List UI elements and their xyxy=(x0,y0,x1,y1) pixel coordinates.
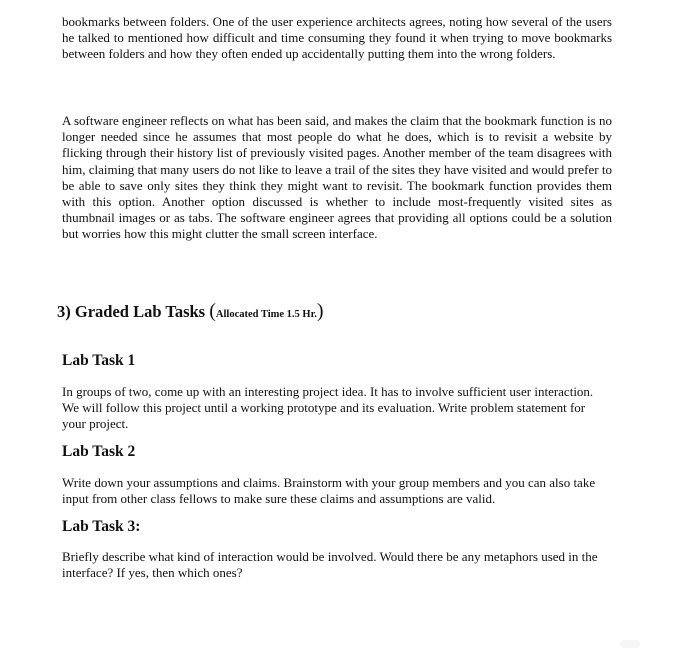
close-paren: ) xyxy=(316,300,324,322)
lab-task-3-title: Lab Task 3: xyxy=(62,518,141,535)
section-heading-graded-lab-tasks xyxy=(57,300,324,323)
scan-artifact xyxy=(620,640,640,648)
allocated-time: Allocated Time 1.5 Hr. xyxy=(215,309,317,320)
open-paren: ( xyxy=(209,300,216,322)
paragraph-software-engineer: A software engineer reflects on what has been said, and makes the claim that the bookmark function is no longer needed since he assumes that most people do what he does, which is to revisit a website by flicking through their history list of previously visited pages. Another member of the team disagrees with him, claiming that many users do not like to leave a trail of the sites they have visited and would prefer to be able to save only sites they think they might want to revisit. The bookmark function provides them with this option. Another option discussed is whether to include most-frequently visited sites as thumbnail images or as tabs. The software engineer agrees that providing all options could be a solution but worries how this might clutter the small screen interface. xyxy=(62,113,612,242)
lab-task-2-text: Write down your assumptions and claims. Brainstorm with your group members and you can also take input from other class fellows to make sure these claims and assumptions are valid. xyxy=(62,475,596,507)
lab-task-2-title: Lab Task 2 xyxy=(62,443,136,460)
lab-task-1-text: In groups of two, come up with an interesting project idea. It has to involve sufficient user interaction. We will follow this project until a working prototype and its evaluation. Write problem statement for your project. xyxy=(62,384,594,432)
section-title: Graded Lab Tasks xyxy=(74,302,206,321)
lab-task-3-text: Briefly describe what kind of interaction would be involved. Would there be any metaphors used in the interface? If yes, then which ones? xyxy=(62,549,598,581)
paragraph-bookmarks-folders: bookmarks between folders. One of the user experience architects agrees, noting how several of the users he talked to mentioned how difficult and time consuming they found it when trying to move bookmarks between folders and how they often ended up accidentally putting them into the wrong folders. xyxy=(62,14,612,62)
lab-task-1-title: Lab Task 1 xyxy=(62,352,136,369)
section-number: 3) xyxy=(57,302,71,321)
